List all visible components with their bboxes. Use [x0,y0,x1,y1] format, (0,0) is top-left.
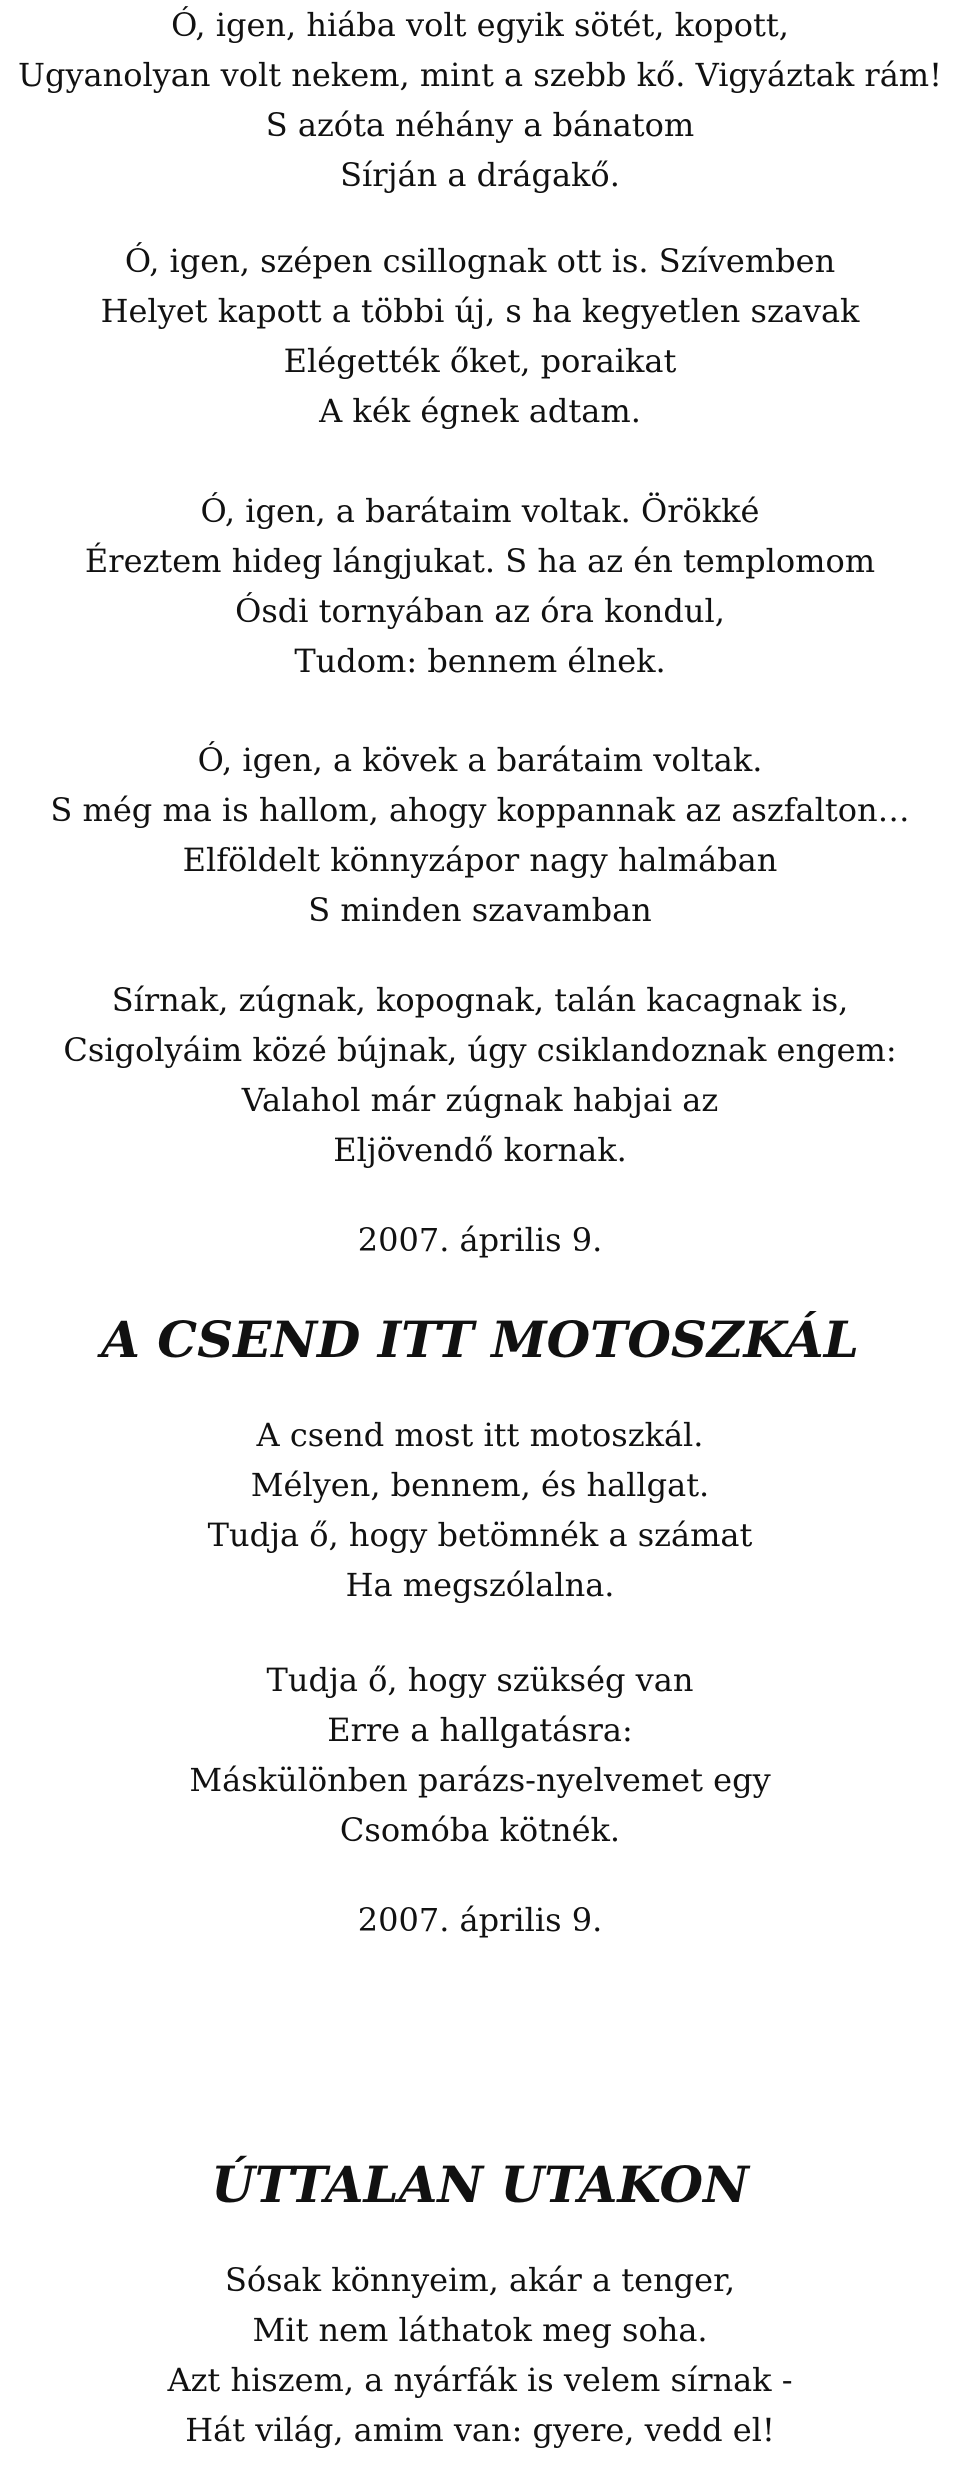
poem-2-title-block [0,1305,960,1375]
poem-line: Eljövendő kornak. [333,1131,627,1169]
poem-line: Tudom: bennem élnek. [294,642,666,680]
poem-line: Hát világ, amim van: gyere, vedd el! [185,2411,775,2449]
poem-line: Ó, igen, a kövek a barátaim voltak. [197,741,763,779]
poem-1-stanza-3 [0,486,960,686]
poem-title: A CSEND ITT MOTOSZKÁL [101,1310,859,1369]
poem-2-date [0,1895,960,1945]
poem-line: Helyet kapott a többi új, s ha kegyetlen szavak [100,292,860,330]
poem-line: Azt hiszem, a nyárfák is velem sírnak - [167,2361,793,2399]
poem-line: Éreztem hideg lángjukat. S ha az én templomom [84,542,876,580]
poem-2-stanza-2 [0,1655,960,1855]
poem-3-title-block [0,2150,960,2220]
poem-line: Ha megszólalna. [345,1566,615,1604]
poem-line: Tudja ő, hogy szükség van [266,1661,694,1699]
poem-line: Ó, igen, hiába volt egyik sötét, kopott, [171,6,789,44]
poem-2-stanza-1 [0,1410,960,1610]
poem-line: Mélyen, bennem, és hallgat. [250,1466,710,1504]
poem-line: Ugyanolyan volt nekem, mint a szebb kő. Vigyáztak rám! [17,56,942,94]
poem-line: A kék égnek adtam. [319,392,641,430]
poem-line: Tudja ő, hogy betömnék a számat [207,1516,753,1554]
poem-1-stanza-1 [0,0,960,200]
poem-1-stanza-4 [0,735,960,935]
poem-date: 2007. április 9. [357,1901,603,1939]
poem-3-stanza-1 [0,2255,960,2455]
poem-line: S még ma is hallom, ahogy koppannak az aszfalton… [50,791,910,829]
poem-line: Máskülönben parázs-nyelvemet egy [189,1761,771,1799]
poem-1-stanza-2 [0,236,960,436]
poem-line: S minden szavamban [308,891,652,929]
poem-date: 2007. április 9. [357,1221,603,1259]
poem-line: Sírján a drágakő. [340,156,620,194]
poem-line: Sírnak, zúgnak, kopognak, talán kacagnak is, [111,981,849,1019]
poem-line: Mit nem láthatok meg soha. [252,2311,708,2349]
poem-1-stanza-5 [0,975,960,1175]
poem-title: ÚTTALAN UTAKON [211,2155,749,2214]
poem-line: Ó, igen, szépen csillognak ott is. Szívemben [124,242,836,280]
poem-line: Csomóba kötnék. [339,1811,621,1849]
poem-1-date [0,1215,960,1265]
poem-line: Elföldelt könnyzápor nagy halmában [182,841,778,879]
poem-line: Csigolyáim közé bújnak, úgy csiklandoznak engem: [63,1031,897,1069]
poem-line: A csend most itt motoszkál. [256,1416,704,1454]
poem-line: Ósdi tornyában az óra kondul, [235,592,725,630]
poem-line: Erre a hallgatásra: [327,1711,633,1749]
poem-line: S azóta néhány a bánatom [265,106,695,144]
poem-line: Sósak könnyeim, akár a tenger, [224,2261,736,2299]
poem-line: Elégették őket, poraikat [283,342,677,380]
poem-line: Ó, igen, a barátaim voltak. Örökké [200,492,760,530]
poem-line: Valahol már zúgnak habjai az [241,1081,719,1119]
